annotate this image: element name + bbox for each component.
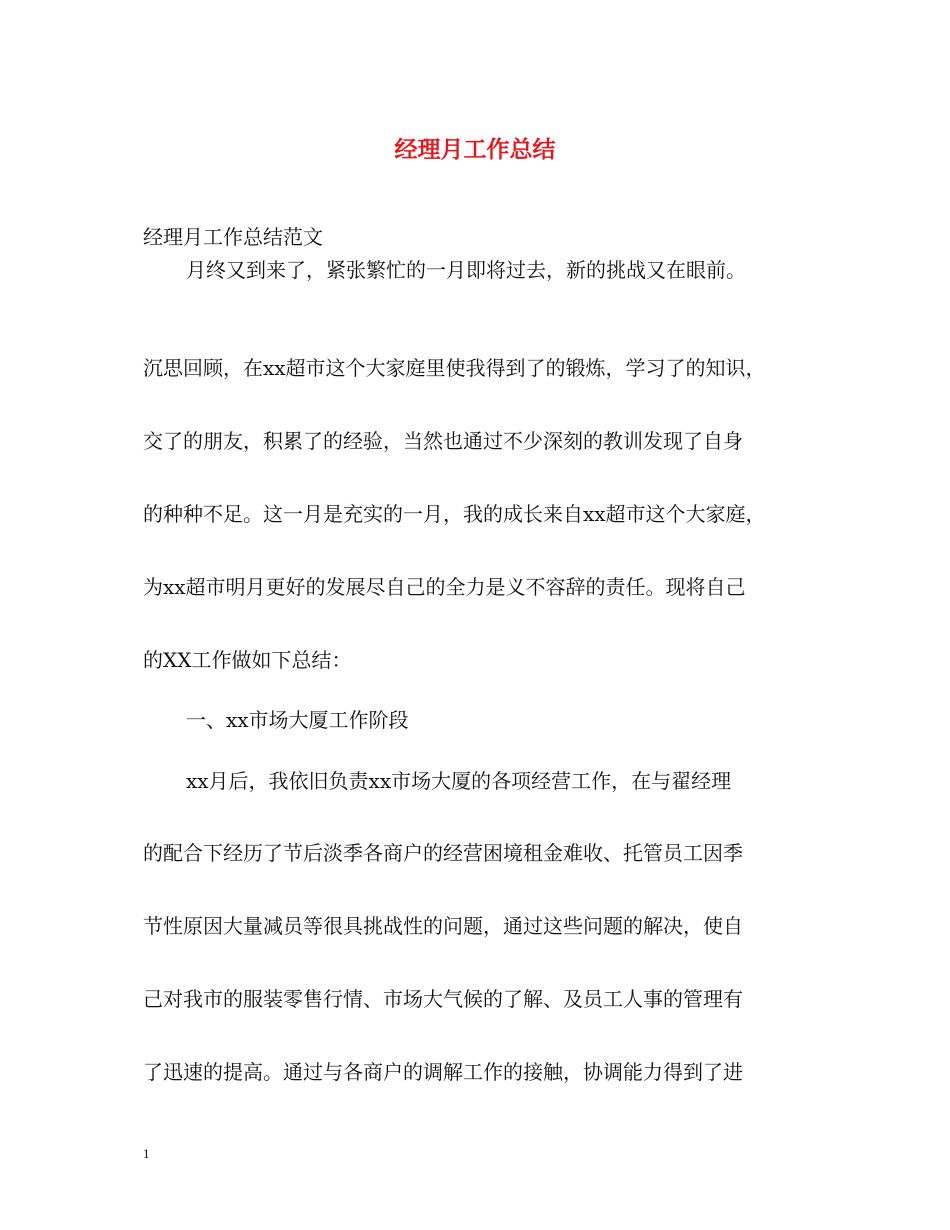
paragraph-line: xx月后，我依旧负责xx市场大厦的各项经营工作，在与翟经理 [186, 769, 732, 793]
paragraph-line: 的XX工作做如下总结： [143, 648, 352, 672]
paragraph-line: 交了的朋友，积累了的经验，当然也通过不少深刻的教训发现了自身 [143, 429, 743, 453]
document-title: 经理月工作总结 [394, 136, 556, 163]
paragraph-line: 月终又到来了，紧张繁忙的一月即将过去，新的挑战又在眼前。 [186, 258, 746, 282]
paragraph-line: 为xx超市明月更好的发展尽自己的全力是义不容辞的责任。现将自己 [143, 575, 746, 599]
paragraph-line: 了迅速的提高。通过与各商户的调解工作的接触，协调能力得到了进 [143, 1060, 743, 1084]
paragraph-line: 的配合下经历了节后淡季各商户的经营困境租金难收、托管员工因季 [143, 841, 743, 865]
paragraph-line: 己对我市的服装零售行情、市场大气候的了解、及员工人事的管理有 [143, 987, 743, 1011]
paragraph-line: 沉思回顾，在xx超市这个大家庭里使我得到了的锻炼，学习了的知识， [143, 356, 766, 380]
section-heading: 一、xx市场大厦工作阶段 [186, 708, 409, 732]
paragraph-line: 节性原因大量减员等很具挑战性的问题，通过这些问题的解决，使自 [143, 914, 743, 938]
paragraph-line: 的种种不足。这一月是充实的一月，我的成长来自xx超市这个大家庭， [143, 502, 766, 526]
page-number: 1 [143, 1146, 150, 1161]
document-subtitle: 经理月工作总结范文 [143, 225, 323, 249]
